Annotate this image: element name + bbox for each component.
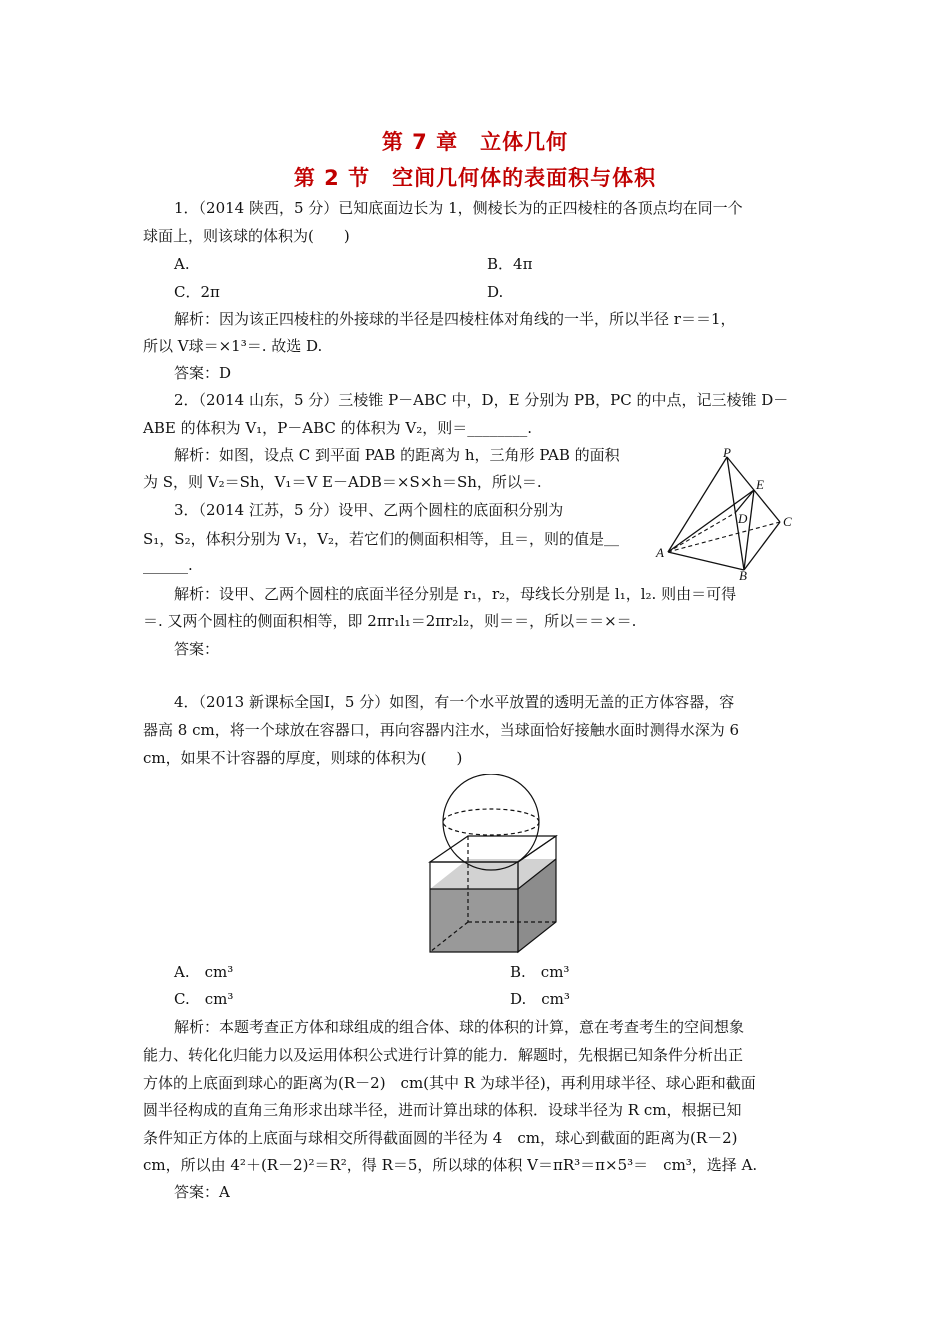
q1-option-d: D. — [487, 283, 504, 301]
q1-option-a: A. — [174, 255, 190, 273]
q2-solution-line1: 解析：如图，设点 C 到平面 PAB 的距离为 h，三角形 PAB 的面积 — [174, 446, 620, 464]
q1-solution-line1: 解析：因为该正四棱柱的外接球的半径是四棱柱体对角线的一半，所以半径 r＝＝1， — [174, 310, 736, 328]
vertex-label-e: E — [756, 477, 764, 492]
q3-solution-line1: 解析：设甲、乙两个圆柱的底面半径分别是 r₁，r₂，母线长分别是 l₁，l₂. 则由＝可得 — [174, 585, 737, 603]
q3-stem-line3: ______. — [143, 556, 193, 574]
q2-stem-line1: 2．（2014 山东，5 分）三棱锥 P－ABC 中，D，E 分别为 PB，PC 的中点，记三棱锥 D－ — [174, 391, 789, 409]
vertex-label-d: D — [738, 511, 748, 526]
sphere-outline — [443, 774, 539, 870]
sphere-equator — [443, 809, 539, 835]
vertex-label-a: A — [656, 545, 664, 560]
vertex-label-p: P — [723, 447, 731, 460]
vertex-label-b: B — [739, 568, 747, 582]
q4-solution-line2: 能力、转化化归能力以及运用体积公式进行计算的能力．解题时，先根据已知条件分析出正 — [143, 1046, 744, 1064]
q3-stem-line1: 3．（2014 江苏，5 分）设甲、乙两个圆柱的底面积分别为 — [174, 501, 564, 519]
edge-ac — [668, 522, 780, 552]
q3-answer: 答案： — [174, 640, 220, 658]
q4-answer: 答案：A — [174, 1183, 230, 1201]
q4-solution-line1: 解析：本题考查正方体和球组成的组合体、球的体积的计算，意在考查考生的空间想象 — [174, 1018, 745, 1036]
edge-pa — [668, 457, 727, 552]
edge-ad — [668, 513, 735, 552]
q4-stem-line1: 4．（2013 新课标全国Ⅰ，5 分）如图，有一个水平放置的透明无盖的正方体容器，容 — [174, 693, 735, 711]
q1-stem-line1: 1．（2014 陕西，5 分）已知底面边长为 1，侧棱长为的正四棱柱的各顶点均在同一个 — [174, 199, 743, 217]
q4-option-b: B. cm³ — [510, 963, 570, 981]
pyramid-figure — [652, 447, 802, 582]
q4-solution-line5: 条件知正方体的上底面与球相交所得截面圆的半径为 4 cm，球心到截面的距离为(R－2) — [143, 1129, 738, 1147]
water-front — [430, 889, 518, 952]
q1-solution-line2: 所以 V球＝×1³＝. 故选 D. — [143, 337, 323, 355]
q3-stem-line2: S₁，S₂，体积分别为 V₁，V₂，若它们的侧面积相等，且＝，则的值是＿ — [143, 530, 620, 548]
chapter-title: 第 7 章 立体几何 — [381, 130, 569, 154]
q4-stem-line3: cm，如果不计容器的厚度，则球的体积为( ) — [143, 749, 463, 767]
q4-solution-line4: 圆半径构成的直角三角形求出球半径，进而计算出球的体积．设球半径为 R cm，根据已知 — [143, 1101, 742, 1119]
q2-solution-line2: 为 S，则 V₂＝Sh，V₁＝V E－ADB＝×S×h＝Sh，所以＝. — [143, 473, 542, 491]
q4-solution-line3: 方体的上底面到球心的距离为(R－2) cm(其中 R 为球半径)，再利用球半径、球心距和截面 — [143, 1074, 756, 1092]
q4-option-a: A. cm³ — [174, 963, 234, 981]
q1-option-b: B．4π — [487, 255, 533, 273]
q4-solution-line6: cm，所以由 4²＋(R－2)²＝R²，得 R＝5，所以球的体积 V＝πR³＝π×5³＝ cm³，选择 A. — [143, 1156, 758, 1174]
q1-option-c: C．2π — [174, 283, 220, 301]
q3-solution-line2: ＝. 又两个圆柱的侧面积相等，即 2πr₁l₁＝2πr₂l₂，则＝＝，所以＝＝×＝. — [143, 612, 637, 630]
q4-option-c: C. cm³ — [174, 990, 234, 1008]
cube-sphere-figure — [420, 774, 560, 954]
q2-stem-line2: ABE 的体积为 V₁，P－ABC 的体积为 V₂，则＝________. — [143, 419, 533, 437]
q4-option-d: D. cm³ — [510, 990, 570, 1008]
q1-answer: 答案：D — [174, 364, 232, 382]
edge-ab — [668, 552, 744, 570]
vertex-label-c: C — [783, 514, 792, 529]
q1-stem-line2: 球面上，则该球的体积为( ) — [143, 227, 350, 245]
section-title: 第 2 节 空间几何体的表面积与体积 — [293, 166, 657, 190]
q4-stem-line2: 器高 8 cm，将一个球放在容器口，再向容器内注水，当球面恰好接触水面时测得水深为 6 — [143, 721, 740, 739]
